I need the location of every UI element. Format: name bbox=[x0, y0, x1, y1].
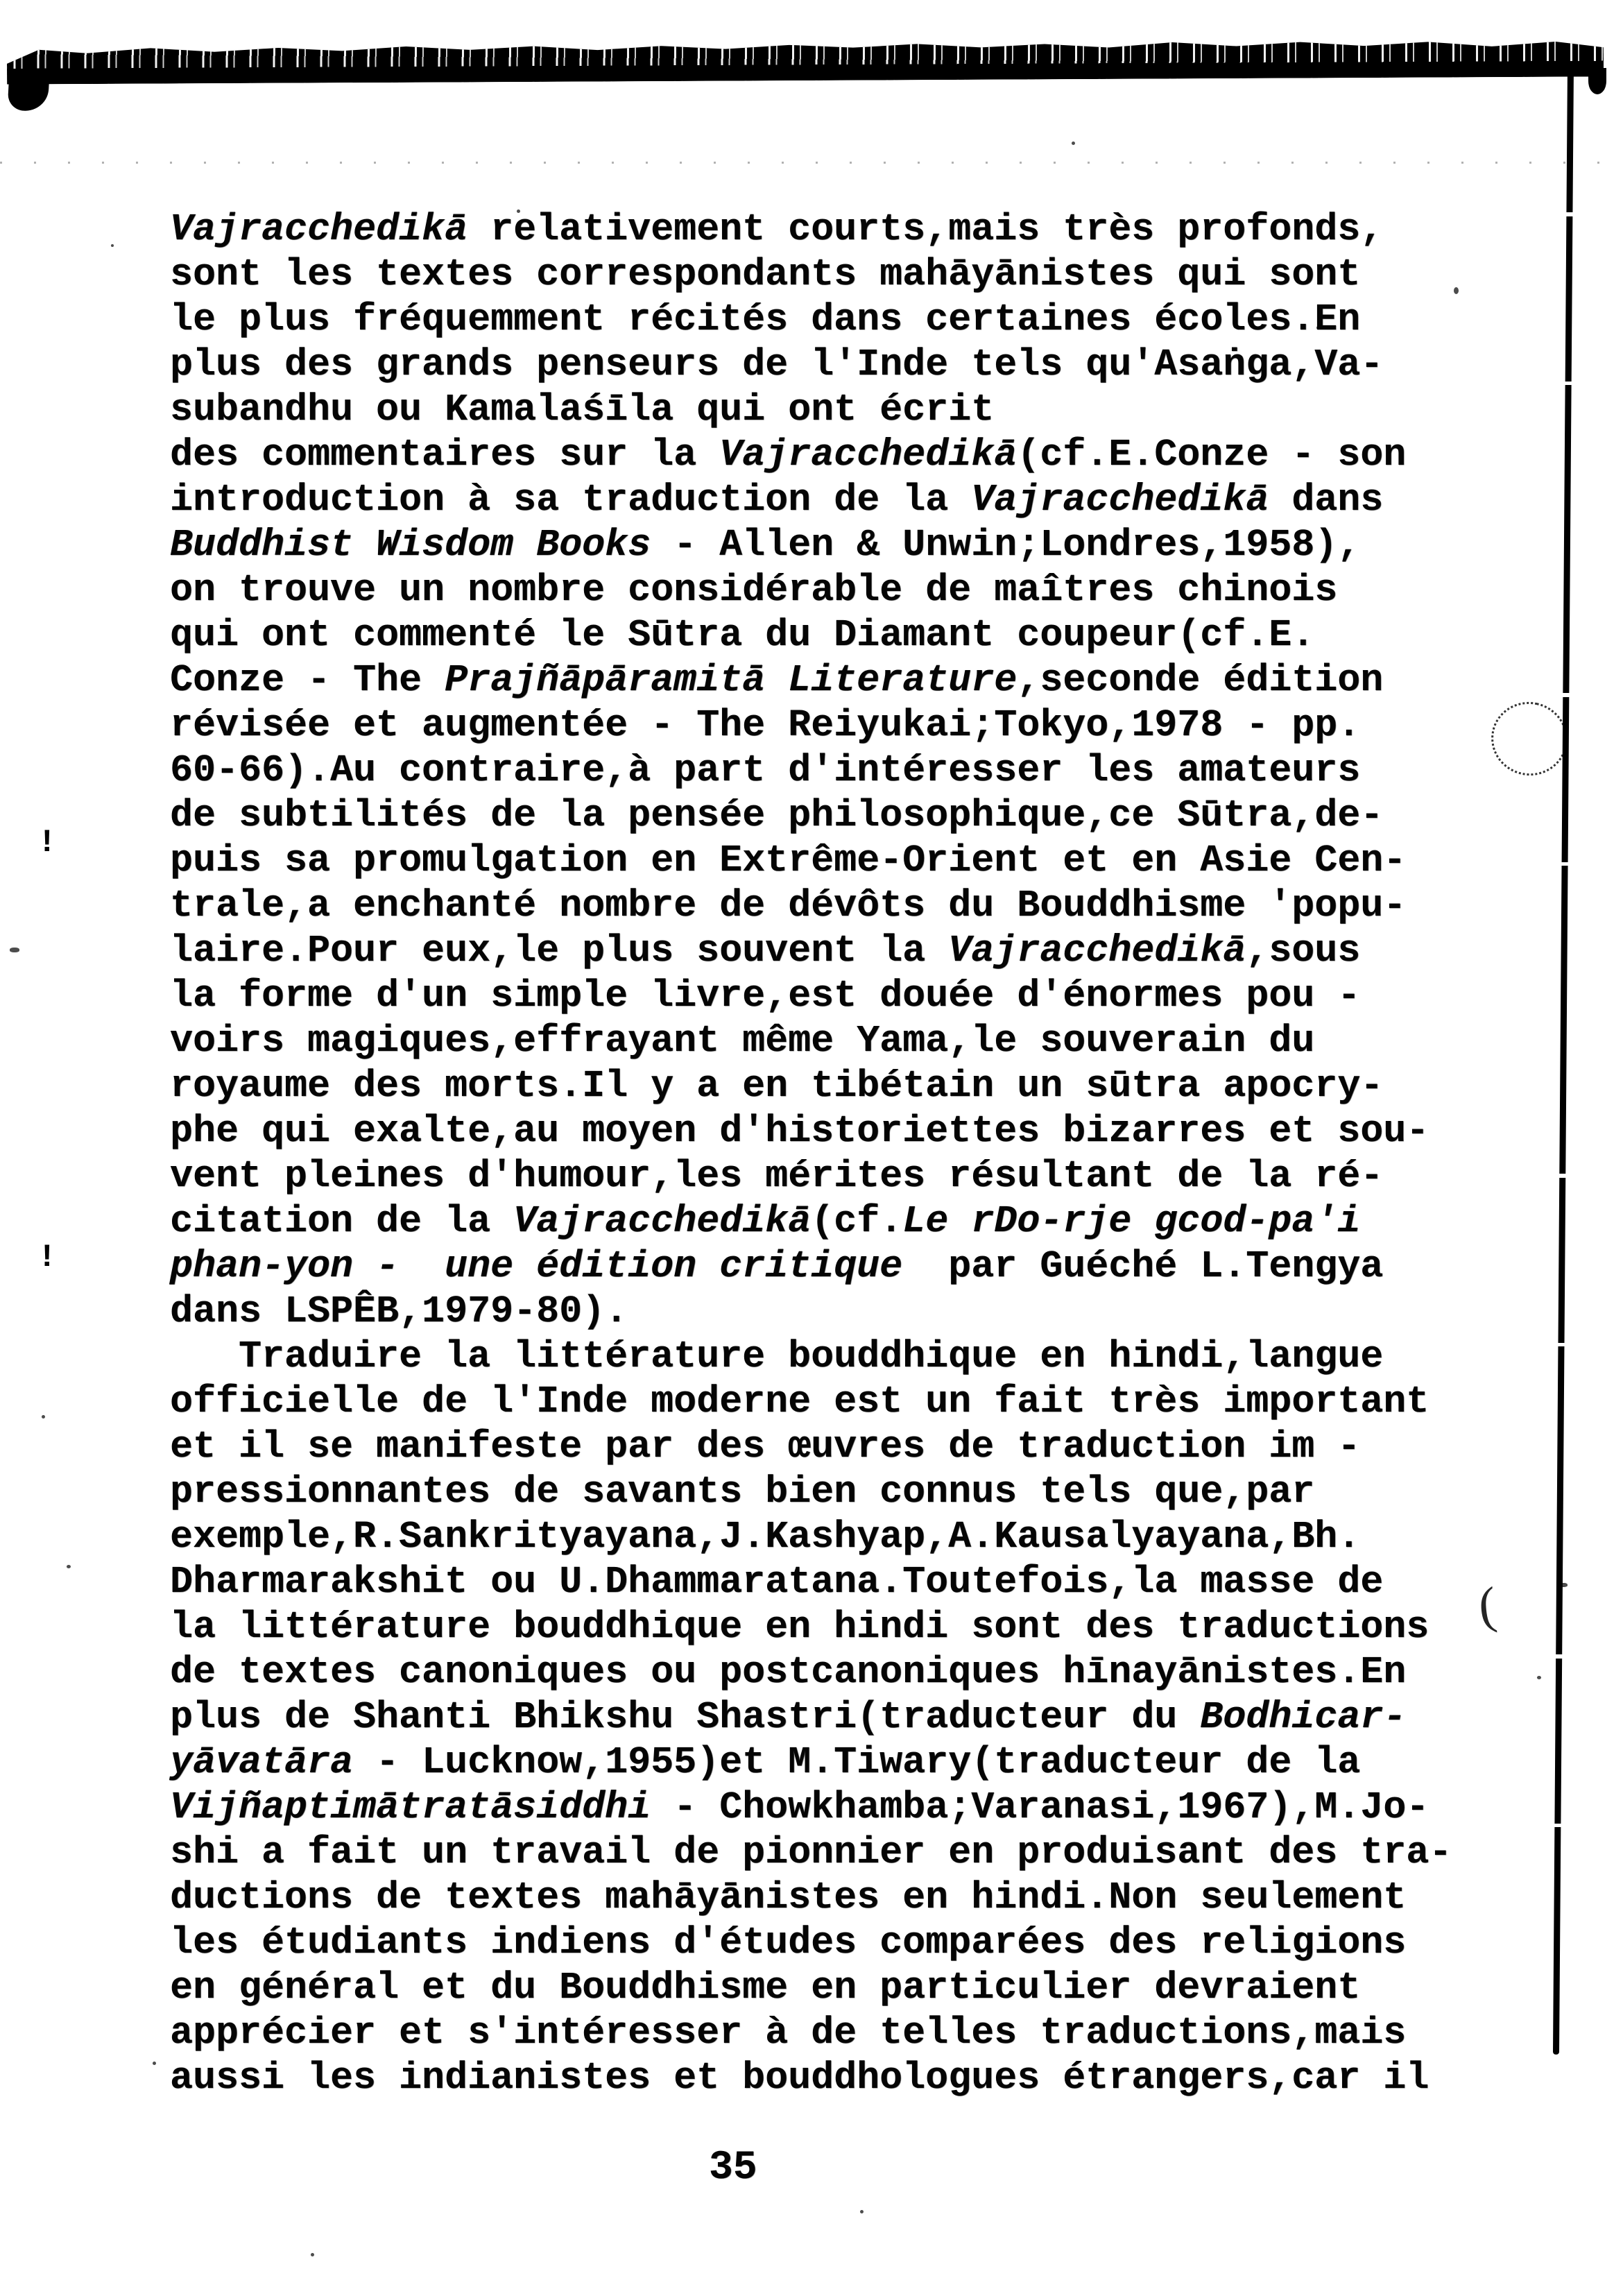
text-line: pressionnantes de savants bien connus tels que,par bbox=[170, 1470, 1315, 1514]
page-number: 35 bbox=[709, 2145, 757, 2191]
scan-speck bbox=[1559, 1583, 1568, 1587]
scan-speck bbox=[67, 1565, 71, 1568]
text-line: qui ont commenté le Sūtra du Diamant coupeur(cf.E. bbox=[170, 613, 1315, 657]
text-line: apprécier et s'intéresser à de telles traductions,mais bbox=[170, 2011, 1407, 2055]
margin-exclamation-mark: ! bbox=[37, 825, 57, 861]
text-line: vent pleines d'humour,les mérites résultant de la ré- bbox=[170, 1154, 1384, 1198]
text-line: shi a fait un travail de pionnier en produisant des tra- bbox=[170, 1831, 1452, 1874]
text-line: révisée et augmentée - The Reiyukai;Tokyo,1978 - pp. bbox=[170, 703, 1361, 747]
text-line: phan-yon - une édition critique par Guéché L.Tengya bbox=[170, 1244, 1384, 1288]
scan-speck bbox=[10, 948, 19, 952]
text-line: plus des grands penseurs de l'Inde tels qu'Asaṅga,Va- bbox=[170, 343, 1384, 386]
scan-speck bbox=[153, 2062, 156, 2065]
text-line: Dharmarakshit ou U.Dhammaratana.Toutefois,la masse de bbox=[170, 1560, 1384, 1604]
text-line: citation de la Vajracchedikā(cf.Le rDo-rje gcod-pa'i bbox=[170, 1199, 1361, 1243]
text-line: la forme d'un simple livre,est douée d'énormes pou - bbox=[170, 974, 1361, 1018]
text-line: de subtilités de la pensée philosophique,ce Sūtra,de- bbox=[170, 794, 1384, 837]
right-scan-line bbox=[1553, 65, 1574, 2055]
text-line: phe qui exalte,au moyen d'historiettes bizarres et sou- bbox=[170, 1109, 1429, 1153]
scan-speck bbox=[1537, 1676, 1541, 1679]
text-line: des commentaires sur la Vajracchedikā(cf.E.Conze - son bbox=[170, 433, 1407, 477]
top-scan-band-right-tail bbox=[1588, 68, 1606, 94]
ink-ring-smudge bbox=[1484, 695, 1574, 783]
text-line: le plus fréquemment récités dans certaines écoles.En bbox=[170, 298, 1361, 341]
text-line: Traduire la littérature bouddhique en hindi,langue bbox=[170, 1335, 1384, 1378]
text-line: yāvatāra - Lucknow,1955)et M.Tiwary(traducteur de la bbox=[170, 1740, 1361, 1784]
text-line: et il se manifeste par des œuvres de traduction im - bbox=[170, 1425, 1361, 1468]
margin-exclamation-mark: ! bbox=[37, 1240, 57, 1276]
text-line: Conze - The Prajñāpāramitā Literature,seconde édition bbox=[170, 658, 1384, 702]
text-line: Vijñaptimātratāsiddhi - Chowkhamba;Varanasi,1967),M.Jo- bbox=[170, 1785, 1429, 1829]
text-line: sont les textes correspondants mahāyānistes qui sont bbox=[170, 252, 1361, 296]
text-line: aussi les indianistes et bouddhologues étrangers,car il bbox=[170, 2056, 1429, 2100]
text-line: plus de Shanti Bhikshu Shastri(traducteur du Bodhicar- bbox=[170, 1695, 1407, 1739]
text-line: puis sa promulgation en Extrême-Orient et en Asie Cen- bbox=[170, 839, 1407, 882]
text-line: la littérature bouddhique en hindi sont des traductions bbox=[170, 1605, 1429, 1649]
text-line: 60-66).Au contraire,à part d'intéresser les amateurs bbox=[170, 748, 1361, 792]
text-line: ductions de textes mahāyānistes en hindi.Non seulement bbox=[170, 1876, 1407, 1919]
text-line: voirs magiques,effrayant même Yama,le souverain du bbox=[170, 1019, 1315, 1063]
top-scan-band bbox=[7, 39, 1604, 84]
text-line: Vajracchedikā relativement courts,mais très profonds, bbox=[170, 207, 1384, 251]
scan-speck bbox=[1072, 142, 1075, 145]
top-scan-band-left-tail bbox=[8, 71, 50, 112]
text-line: de textes canoniques ou postcanoniques hīnayānistes.En bbox=[170, 1650, 1407, 1694]
scan-speck bbox=[1454, 287, 1459, 294]
scan-speck bbox=[311, 2253, 314, 2256]
text-line: laire.Pour eux,le plus souvent la Vajracchedikā,sous bbox=[170, 929, 1361, 973]
text-line: on trouve un nombre considérable de maîtres chinois bbox=[170, 568, 1338, 612]
text-block bbox=[170, 207, 1452, 2100]
text-line: exemple,R.Sankrityayana,J.Kashyap,A.Kausalyayana,Bh. bbox=[170, 1515, 1361, 1559]
scan-speck bbox=[42, 1415, 45, 1419]
text-line: les étudiants indiens d'études comparées des religions bbox=[170, 1921, 1407, 1964]
scan-speck bbox=[111, 244, 114, 247]
text-line: subandhu ou Kamalaśīla qui ont écrit bbox=[170, 388, 995, 431]
text-line: en général et du Bouddhisme en particulier devraient bbox=[170, 1966, 1361, 2010]
dotted-scan-row bbox=[0, 162, 1623, 164]
text-line: dans LSPÊB,1979-80). bbox=[170, 1290, 628, 1333]
text-line: royaume des morts.Il y a en tibétain un sūtra apocry- bbox=[170, 1064, 1384, 1108]
text-line: introduction à sa traduction de la Vajracchedikā dans bbox=[170, 478, 1384, 522]
paren-smudge-mark: ( bbox=[1475, 1576, 1499, 1636]
scan-speck bbox=[860, 2210, 864, 2213]
text-line: Buddhist Wisdom Books - Allen & Unwin;Londres,1958), bbox=[170, 523, 1361, 567]
text-line: officielle de l'Inde moderne est un fait très important bbox=[170, 1380, 1429, 1423]
text-line: trale,a enchanté nombre de dévôts du Bouddhisme 'popu- bbox=[170, 884, 1407, 927]
